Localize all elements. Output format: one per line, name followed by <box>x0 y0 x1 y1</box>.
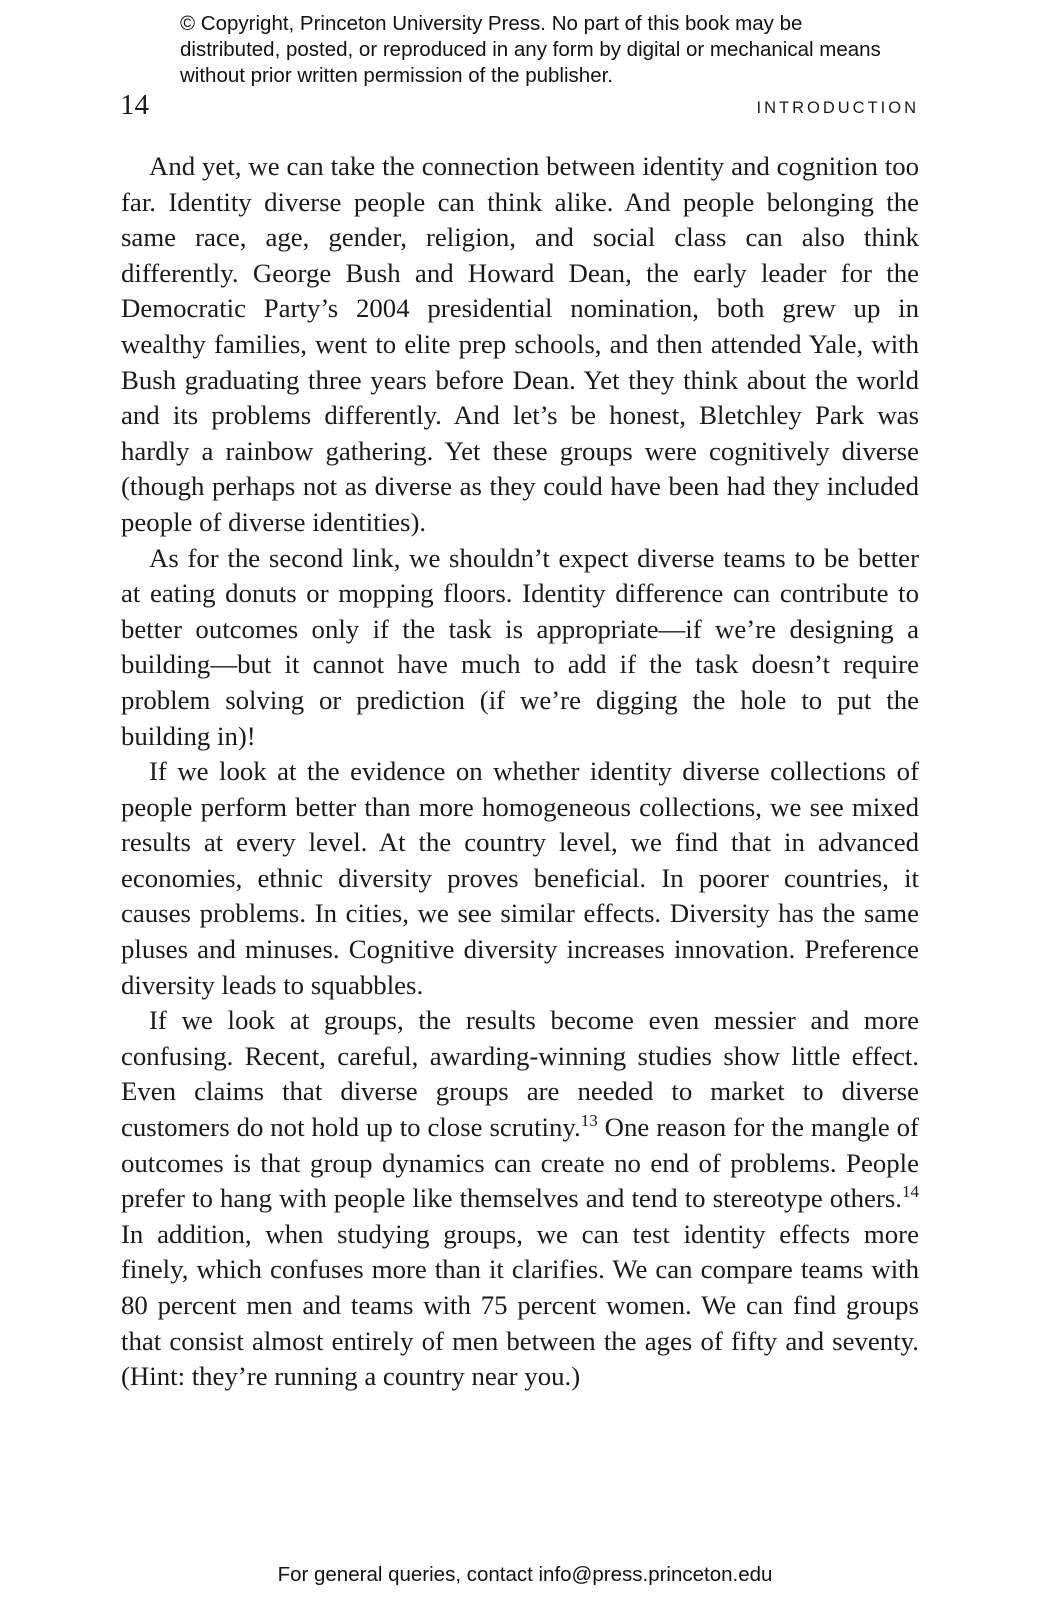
page-number: 14 <box>120 89 149 121</box>
footer-contact: For general queries, contact info@press.princeton.edu <box>277 1563 773 1586</box>
paragraph-1: And yet, we can take the connection between identity and cognition too far. Identity diverse people can think alike. And people belonging the same race, age, gender, religion, and social class can also think differently. George Bush and Howard Dean, the early leader for the Democratic Party’s 2004 presidential nomination, both grew up in wealthy families, went to elite prep schools, and then attended Yale, with Bush graduating three years before Dean. Yet they think about the world and its problems differently. And let’s be honest, Bletchley Park was hardly a rainbow gathering. Yet these groups were cognitively diverse (though perhaps not as diverse as they could have been had they included people of diverse identities). <box>121 151 919 537</box>
running-head: INTRODUCTION <box>756 99 919 117</box>
paragraph-3: If we look at the evidence on whether identity diverse collections of people perform better than more homogeneous collections, we see mixed results at every level. At the country level, we find that in advanced economies, ethnic diversity proves beneficial. In poorer countries, it causes problems. In cities, we see similar effects. Diversity has the same pluses and minuses. Cognitive diversity increases innovation. Preference diversity leads to squabbles. <box>121 756 919 1000</box>
paragraph-2: As for the second link, we shouldn’t expect diverse teams to be better at eating donuts or mopping floors. Identity difference can contribute to better outcomes only if the task is appropriate—if we’re designing a building—but it cannot have much to add if the task doesn’t require problem solving or prediction (if we’re digging the hole to put the building in)! <box>121 542 919 751</box>
paragraph-4-text-a: If we look at groups, the results become even messier and more confusing. Recent, careful, awarding-winning studies show little effect. Even claims that diverse groups are needed to market to diverse customers do not hold up to close scrutiny. <box>121 1005 919 1143</box>
footnote-ref-13[interactable]: 13 <box>580 1111 598 1131</box>
paragraph-4 <box>121 1003 919 1395</box>
body-text <box>121 149 919 1395</box>
footnote-ref-14[interactable]: 14 <box>902 1182 919 1202</box>
paragraph-4-text-b: One reason for the mangle of outcomes is that group dynamics can create no end of problems. People prefer to hang with people like themselves and tend to stereotype others. <box>121 1112 919 1214</box>
paragraph-4-text-c: In addition, when studying groups, we can test identity effects more finely, which confuses more than it clarifies. We can compare teams with 80 percent men and teams with 75 percent women. We can find groups that consist almost entirely of men between the ages of fifty and seventy. (Hint: they’re running a country near you.) <box>121 1218 919 1392</box>
copyright-notice: © Copyright, Princeton University Press. No part of this book may be distributed, posted, or reproduced in any form by digital or mechanical means without prior written permission of the publisher. <box>180 12 881 87</box>
